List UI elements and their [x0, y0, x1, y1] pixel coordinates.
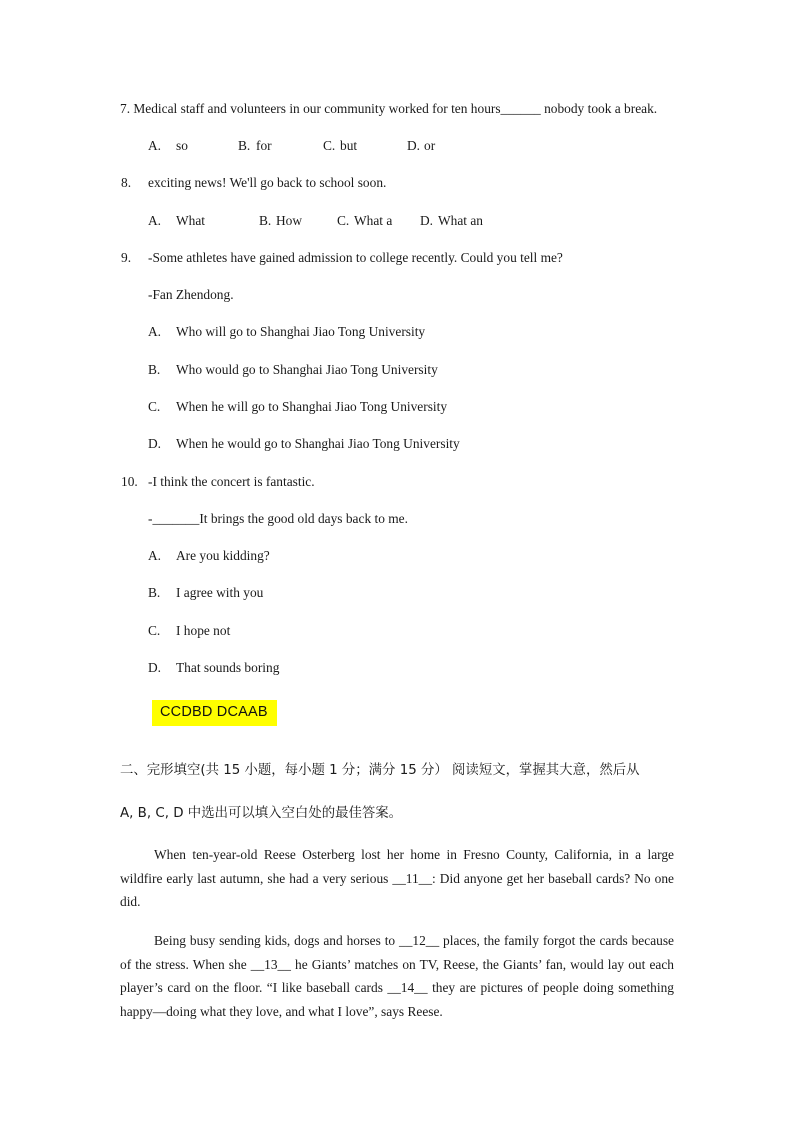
passage-paragraph-2: Being busy sending kids, dogs and horses to __12__ places, the family forgot the cards because of the stress. When she __13__ he Giants’ matches on TV, Reese, the Giants’ fan, would lay out each player’s card on the floor. “I like baseball cards __14__ they are pictures of people doing something happy—doing what they love, and what I love”, says Reese.: [120, 933, 674, 1020]
q8-option-d-text: What an: [438, 213, 483, 228]
question-7-stem: 7. Medical staff and volunteers in our community worked for ten hours______ nobody took a break.: [120, 101, 658, 116]
q7-option-b-letter: B.: [238, 138, 251, 153]
q8-option-c-text: What a: [354, 213, 393, 228]
passage-paragraph-1: When ten-year-old Reese Osterberg lost her home in Fresno County, California, in a large wildfire early last autumn, she had a very serious __11__: Did anyone get her baseball cards? No one did.: [120, 847, 674, 910]
q9-option-a-text: Who will go to Shanghai Jiao Tong University: [176, 324, 426, 339]
question-10-number: 10.: [121, 474, 138, 489]
question-9-reply: -Fan Zhendong.: [148, 287, 234, 302]
answer-key-text: CCDBD DCAAB: [160, 704, 268, 720]
q9-option-b-letter: B.: [148, 362, 161, 377]
q7-option-d-text: or: [424, 138, 436, 153]
question-9-number: 9.: [121, 250, 132, 265]
q9-option-b-text: Who would go to Shanghai Jiao Tong University: [176, 362, 438, 377]
q9-option-a-letter: A.: [148, 324, 162, 339]
q8-option-b-text: How: [276, 213, 303, 228]
q9-option-c-letter: C.: [148, 399, 161, 414]
q10-option-c-letter: C.: [148, 623, 161, 638]
q10-option-c-text: I hope not: [176, 623, 231, 638]
q9-option-d-text: When he would go to Shanghai Jiao Tong University: [176, 436, 460, 451]
q7-option-d-letter: D.: [407, 138, 421, 153]
q7-option-a-letter: A.: [148, 138, 162, 153]
q8-option-d-letter: D.: [420, 213, 434, 228]
q10-option-b-letter: B.: [148, 585, 161, 600]
q7-option-a-text: so: [176, 138, 188, 153]
q9-option-c-text: When he will go to Shanghai Jiao Tong University: [176, 399, 448, 414]
question-10-stem: -I think the concert is fantastic.: [148, 474, 315, 489]
q7-option-c-letter: C.: [323, 138, 336, 153]
section-2-heading-line-2: A, B, C, D 中选出可以填入空白处的最佳答案。: [120, 806, 403, 821]
q7-option-b-text: for: [256, 138, 272, 153]
q8-option-a-text: What: [176, 213, 205, 228]
q9-option-d-letter: D.: [148, 436, 162, 451]
answer-key-highlight: [152, 700, 277, 726]
q10-option-b-text: I agree with you: [176, 585, 264, 600]
question-10-reply: -_______It brings the good old days back to me.: [148, 511, 408, 526]
question-8-number: 8.: [121, 175, 132, 190]
q10-option-a-letter: A.: [148, 548, 162, 563]
question-9-stem: -Some athletes have gained admission to college recently. Could you tell me?: [148, 250, 563, 265]
q8-option-b-letter: B.: [259, 213, 272, 228]
q8-option-c-letter: C.: [337, 213, 350, 228]
q7-option-c-text: but: [340, 138, 358, 153]
q10-option-d-letter: D.: [148, 660, 162, 675]
q8-option-a-letter: A.: [148, 213, 162, 228]
q10-option-d-text: That sounds boring: [176, 660, 280, 675]
section-2-heading-line-1: 二、完形填空(共 15 小题，每小题 1 分；满分 15 分） 阅读短文，掌握其大意，然后从: [120, 763, 640, 778]
q10-option-a-text: Are you kidding?: [176, 548, 270, 563]
question-8-stem: exciting news! We'll go back to school soon.: [148, 175, 387, 190]
